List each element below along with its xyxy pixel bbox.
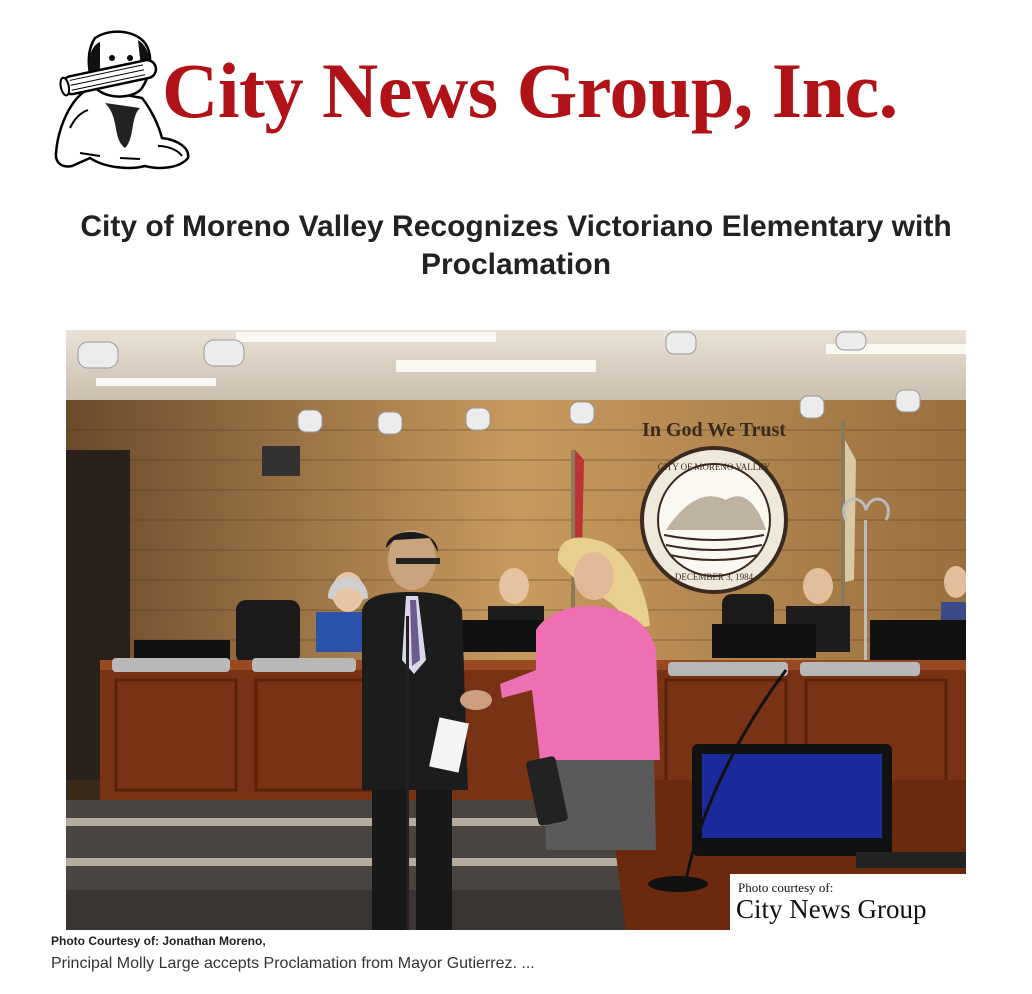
photo-credit: Photo Courtesy of: Jonathan Moreno, (51, 934, 266, 948)
watermark-label: Photo courtesy of: (738, 880, 834, 895)
brand-name: City News Group, Inc. (162, 47, 898, 134)
photo-watermark (730, 874, 966, 930)
seal-name: CITY OF MORENO VALLEY (657, 462, 771, 472)
seal-date: DECEMBER 3, 1984 (674, 572, 754, 582)
article-photo (66, 330, 966, 930)
photo-caption: Principal Molly Large accepts Proclamation from Mayor Gutierrez. ... (51, 955, 535, 972)
article-title: City of Moreno Valley Recognizes Victoriano Elementary with Proclamation (80, 210, 952, 281)
masthead (50, 28, 980, 176)
photo-scene (66, 330, 966, 930)
seal-motto: In God We Trust (642, 419, 786, 441)
watermark-brand: City News Group (736, 894, 927, 924)
